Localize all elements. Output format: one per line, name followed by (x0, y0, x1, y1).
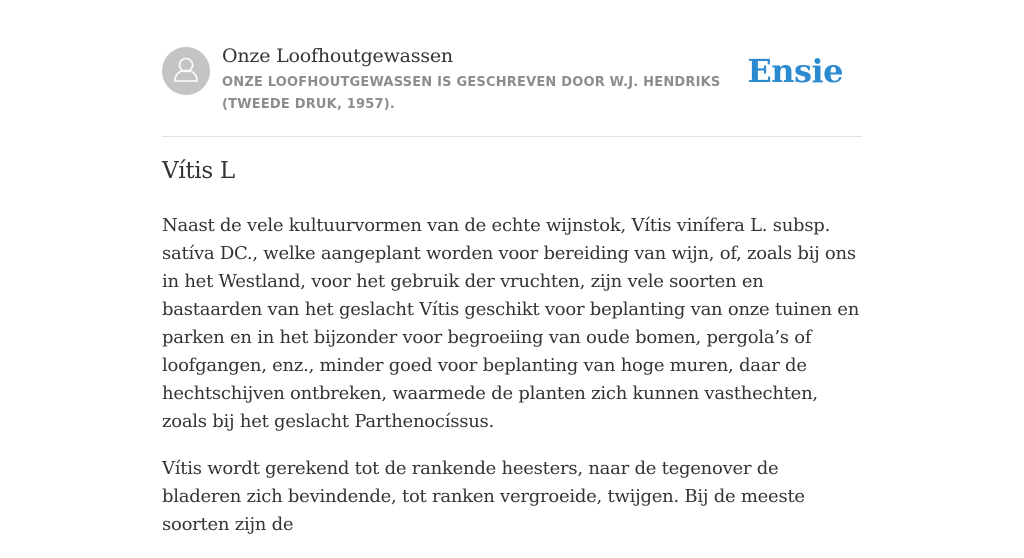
avatar (162, 47, 210, 95)
ensie-logo[interactable]: Ensie (747, 52, 843, 90)
article-title: Vítis L (162, 158, 235, 184)
article-paragraph: Vítis wordt gerekend tot de rankende heesters, naar de tegenover de bladeren zich bevindende, tot ranken vergroeide, twijgen. Bij de meeste soorten zijn de (162, 458, 805, 535)
article-paragraph: Naast de vele kultuurvormen van de echte wijnstok, Vítis vinífera L. subsp. satíva DC., welke aangeplant worden voor bereiding van wijn, of, zoals bij ons in het Westland, voor het gebruik der vruchten, zijn vele soorten en bastaarden van het geslacht Vítis geschikt voor beplanting van onze tuinen en parken en in het bijzonder voor begroeiing van oude bomen, pergola’s of loofgangen, enz., minder goed voor beplanting van hoge muren, daar de hechtschijven ontbreken, waarmede de planten zich kunnen vasthechten, zoals bij het geslacht Parthenocíssus. (162, 215, 860, 432)
publication-header (162, 44, 862, 137)
publication-description: ONZE LOOFHOUTGEWASSEN IS GESCHREVEN DOOR W.J. HENDRIKS (TWEEDE DRUK, 1957). (222, 75, 721, 112)
article-body (162, 212, 862, 558)
publication-title[interactable]: Onze Loofhoutgewassen (222, 45, 453, 67)
user-icon (162, 47, 210, 95)
